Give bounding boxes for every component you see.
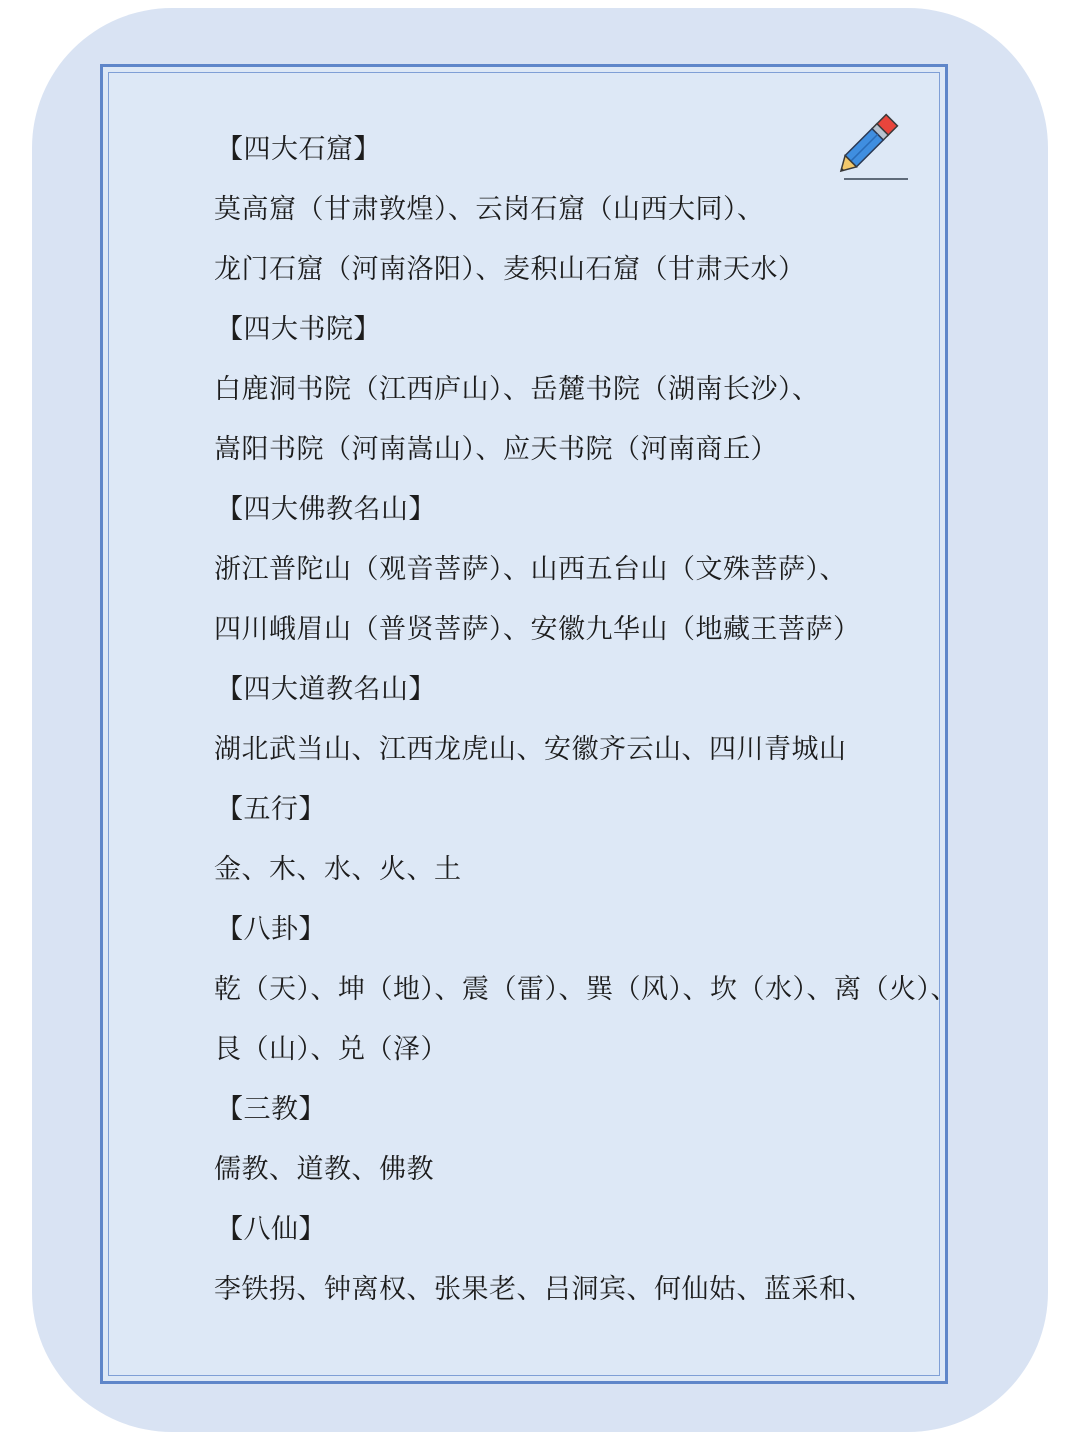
section-heading: 【三教】 bbox=[216, 1094, 326, 1125]
body-line: 乾（天）、坤（地）、震（雷）、巽（风）、坎（水）、离（火）、 bbox=[214, 974, 958, 1005]
section-heading: 【四大佛教名山】 bbox=[216, 494, 436, 525]
section-heading: 【四大石窟】 bbox=[216, 134, 381, 165]
section-heading: 【八卦】 bbox=[216, 914, 326, 945]
section-heading: 【四大道教名山】 bbox=[216, 674, 436, 705]
body-line: 四川峨眉山（普贤菩萨）、安徽九华山（地藏王菩萨） bbox=[214, 614, 861, 645]
section-heading: 【四大书院】 bbox=[216, 314, 381, 345]
body-line: 浙江普陀山（观音菩萨）、山西五台山（文殊菩萨）、 bbox=[214, 554, 847, 585]
document-text bbox=[214, 120, 958, 1320]
body-line: 儒教、道教、佛教 bbox=[214, 1154, 434, 1185]
body-line: 白鹿洞书院（江西庐山）、岳麓书院（湖南长沙）、 bbox=[214, 374, 820, 405]
section-heading: 【五行】 bbox=[216, 794, 326, 825]
body-line: 李铁拐、钟离权、张果老、吕洞宾、何仙姑、蓝采和、 bbox=[214, 1274, 874, 1305]
body-line: 龙门石窟（河南洛阳）、麦积山石窟（甘肃天水） bbox=[214, 254, 806, 285]
body-line: 艮（山）、兑（泽） bbox=[214, 1034, 448, 1065]
body-line: 金、木、水、火、土 bbox=[214, 854, 462, 885]
section-heading: 【八仙】 bbox=[216, 1214, 326, 1245]
body-line: 莫高窟（甘肃敦煌）、云岗石窟（山西大同）、 bbox=[214, 194, 765, 225]
body-line: 湖北武当山、江西龙虎山、安徽齐云山、四川青城山 bbox=[214, 734, 847, 765]
body-line: 嵩阳书院（河南嵩山）、应天书院（河南商丘） bbox=[214, 434, 778, 465]
